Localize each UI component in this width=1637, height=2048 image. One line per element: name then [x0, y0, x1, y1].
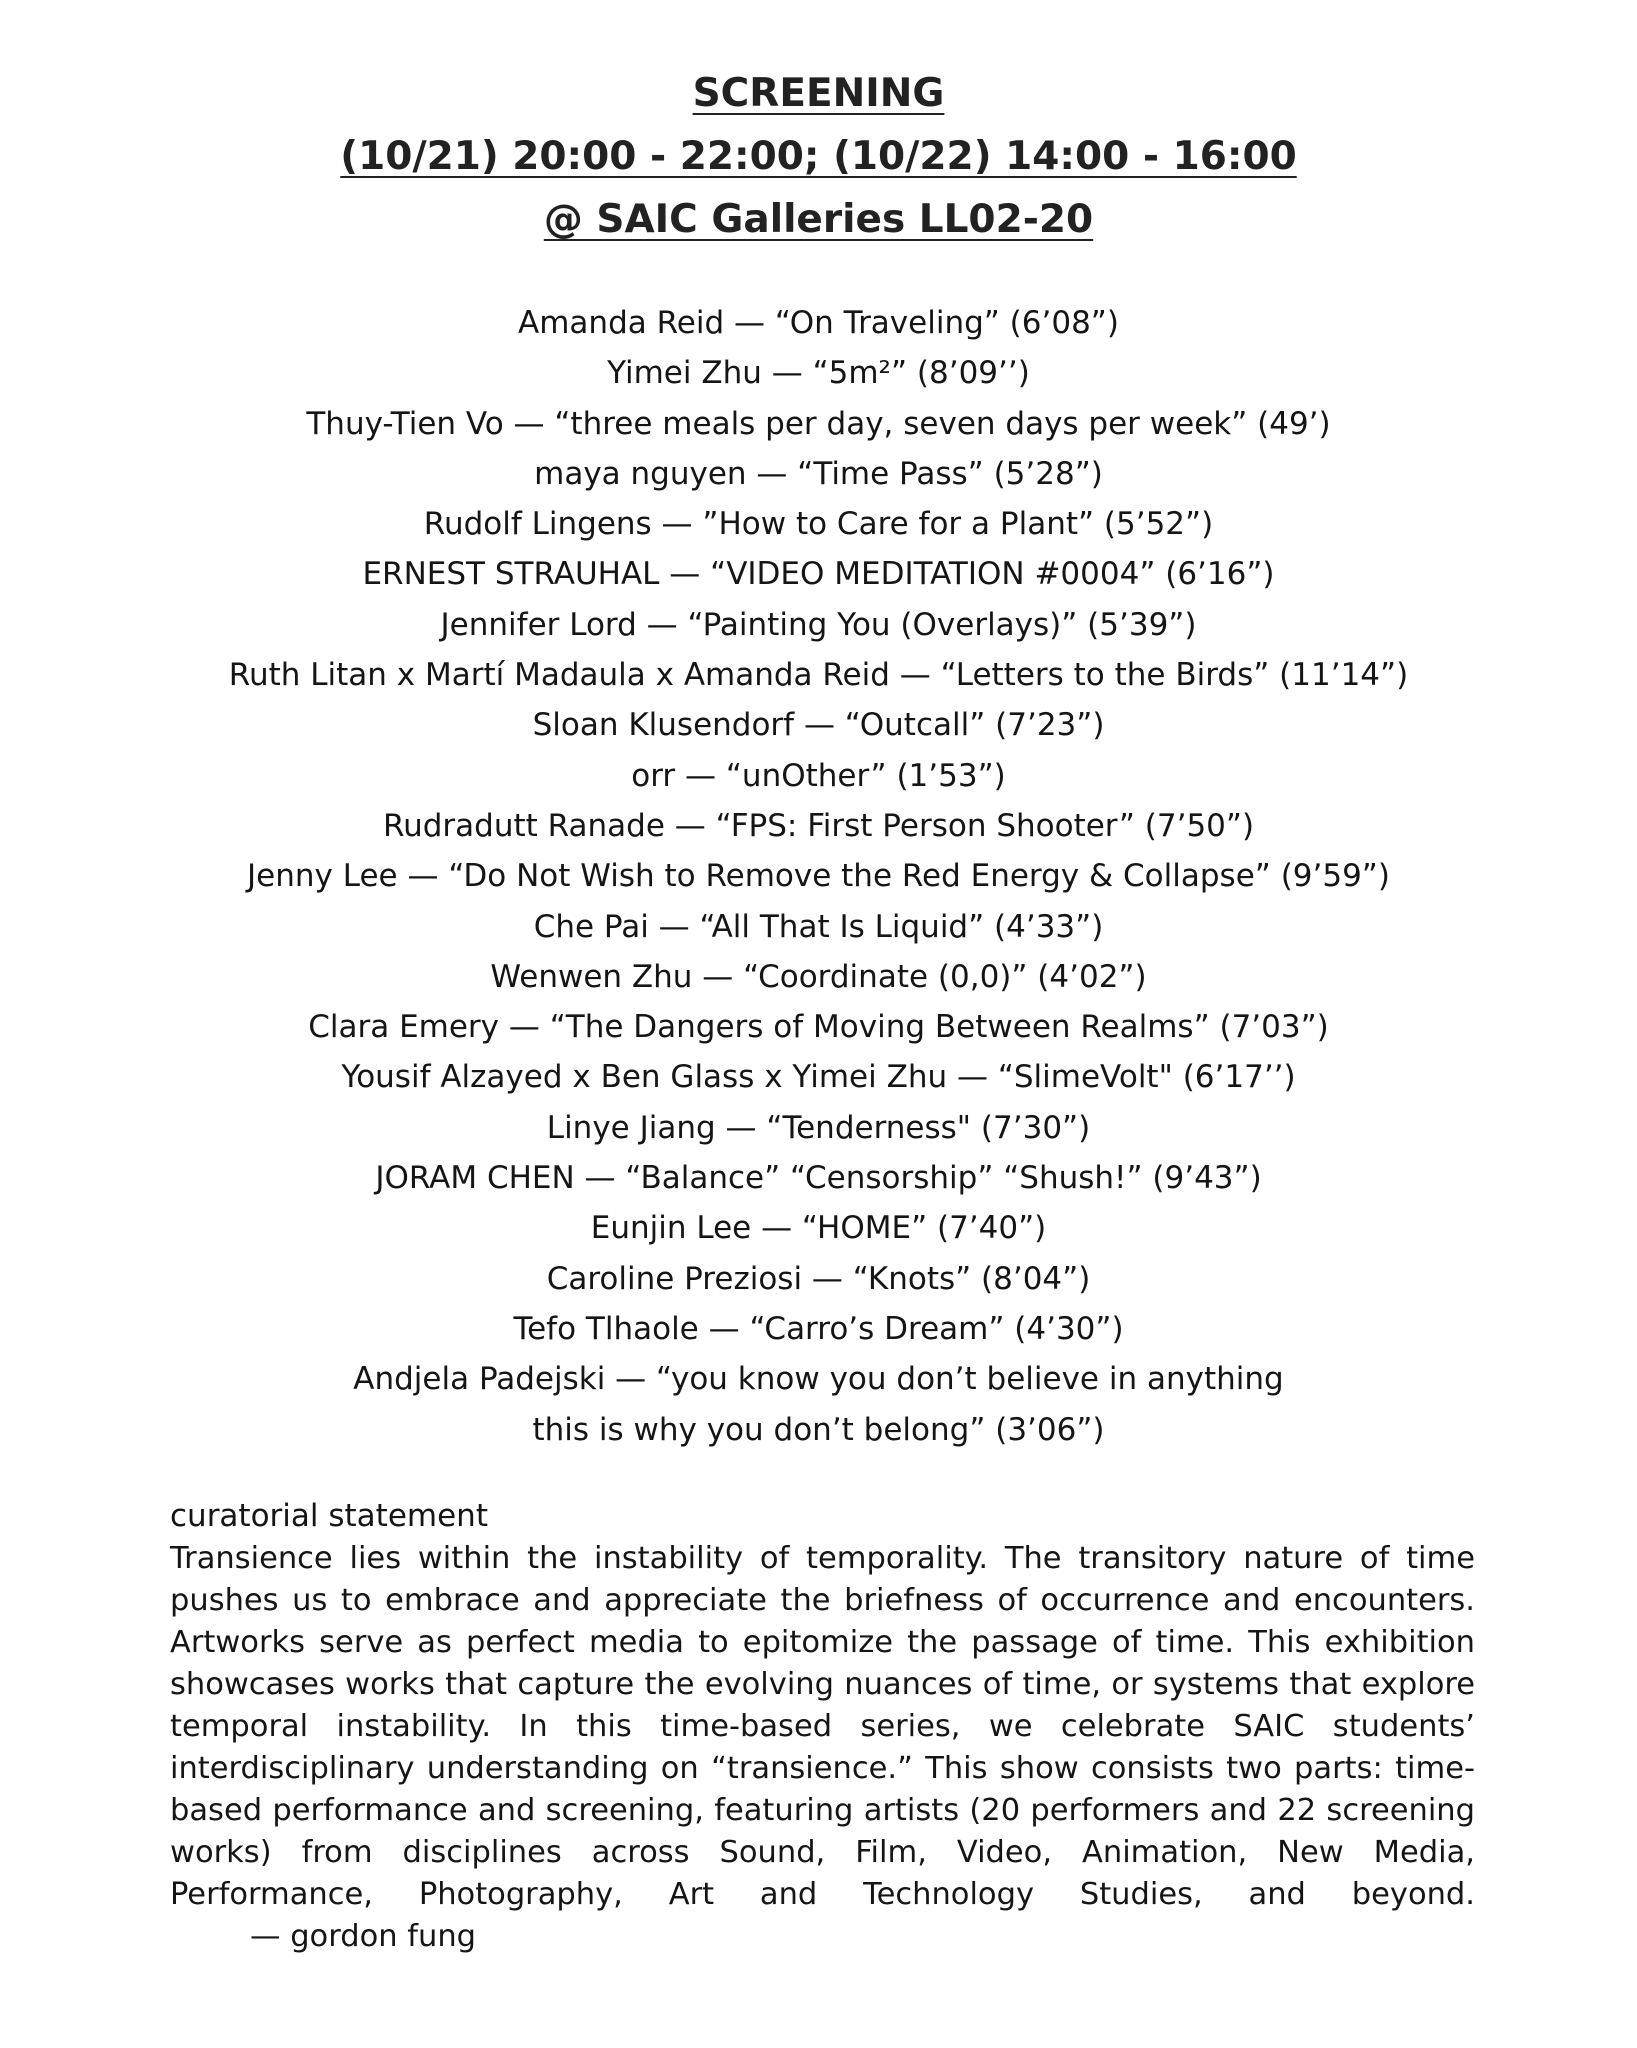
- screening-item: Jennifer Lord — “Painting You (Overlays)” (5’39”): [440, 606, 1197, 643]
- page-title: SCREENING: [692, 71, 945, 116]
- screening-item: ERNEST STRAUHAL — “VIDEO MEDITATION #0004” (6’16”): [362, 556, 1275, 593]
- screening-item-last: [0, 1354, 1637, 1455]
- screening-list: [0, 298, 1637, 1455]
- screening-location: @ SAIC Galleries LL02-20: [543, 197, 1094, 242]
- screening-item: JORAM CHEN — “Balance” “Censorship” “Shush!” (9’43”): [375, 1160, 1262, 1197]
- statement-signature: — gordon fung: [250, 1919, 477, 1954]
- screening-item: Linye Jiang — “Tenderness" (7’30”): [546, 1109, 1091, 1146]
- screening-item: Thuy-Tien Vo — “three meals per day, seven days per week” (49’): [306, 405, 1331, 442]
- screening-item: Rudradutt Ranade — “FPS: First Person Shooter” (7’50”): [382, 807, 1255, 844]
- screening-dates: (10/21) 20:00 - 22:00; (10/22) 14:00 - 16:00: [340, 134, 1297, 179]
- screening-item: Yimei Zhu — “5m²” (8’09’’): [607, 355, 1030, 392]
- screening-item: Clara Emery — “The Dangers of Moving Between Realms” (7’03”): [308, 1009, 1329, 1046]
- screening-item: Yousif Alzayed x Ben Glass x Yimei Zhu — “SlimeVolt" (6’17’’): [341, 1059, 1296, 1096]
- screening-item: Eunjin Lee — “HOME” (7’40”): [590, 1210, 1047, 1247]
- screening-item: Caroline Preziosi — “Knots” (8’04”): [546, 1260, 1091, 1297]
- screening-item: Wenwen Zhu — “Coordinate (0,0)” (4’02”): [490, 958, 1147, 995]
- statement-text: Transience lies within the instability of temporality. The transitory nature of time pushes us to embrace and appreciate the briefness of occurrence and encounters. Artworks serve as perfect media to epitomize the passage of time. This exhibition showcases works that capture the evolving nuances of time, or systems that explore temporal instability. In this time-based series, we celebrate SAIC students’ interdisciplinary understanding on “transience.” This show consists two parts: time-based performance and screening, featuring artists (20 performers and 22 screening works) from disciplines across Sound, Film, Video, Animation, New Media, Performance, Photography, Art and Technology Studies, and beyond.: [170, 1541, 1475, 1912]
- screening-item: Sloan Klusendorf — “Outcall” (7’23”): [532, 707, 1105, 744]
- screening-item-line: this is why you don’t belong” (3’06”): [532, 1411, 1105, 1448]
- screening-item: Jenny Lee — “Do Not Wish to Remove the Red Energy & Collapse” (9’59”): [247, 858, 1390, 895]
- screening-item: orr — “unOther” (1’53”): [631, 757, 1006, 794]
- screening-item: Amanda Reid — “On Traveling” (6’08”): [518, 305, 1119, 341]
- screening-item: Ruth Litan x Martí Madaula x Amanda Reid — “Letters to the Birds” (11’14”): [228, 657, 1409, 694]
- screening-item: Rudolf Lingens — ”How to Care for a Plant” (5’52”): [423, 506, 1214, 543]
- statement-label: curatorial statement: [170, 1498, 488, 1534]
- screening-item: maya nguyen — “Time Pass” (5’28”): [534, 455, 1103, 492]
- screening-item: Tefo Tlhaole — “Carro’s Dream” (4’30”): [513, 1310, 1124, 1347]
- screening-header: [0, 62, 1637, 251]
- statement-body: [170, 1538, 1475, 1958]
- screening-item: Che Pai — “All That Is Liquid” (4’33”): [533, 908, 1104, 945]
- screening-item-line: Andjela Padejski — “you know you don’t believe in anything: [353, 1361, 1284, 1398]
- curatorial-statement: [170, 1494, 1475, 1958]
